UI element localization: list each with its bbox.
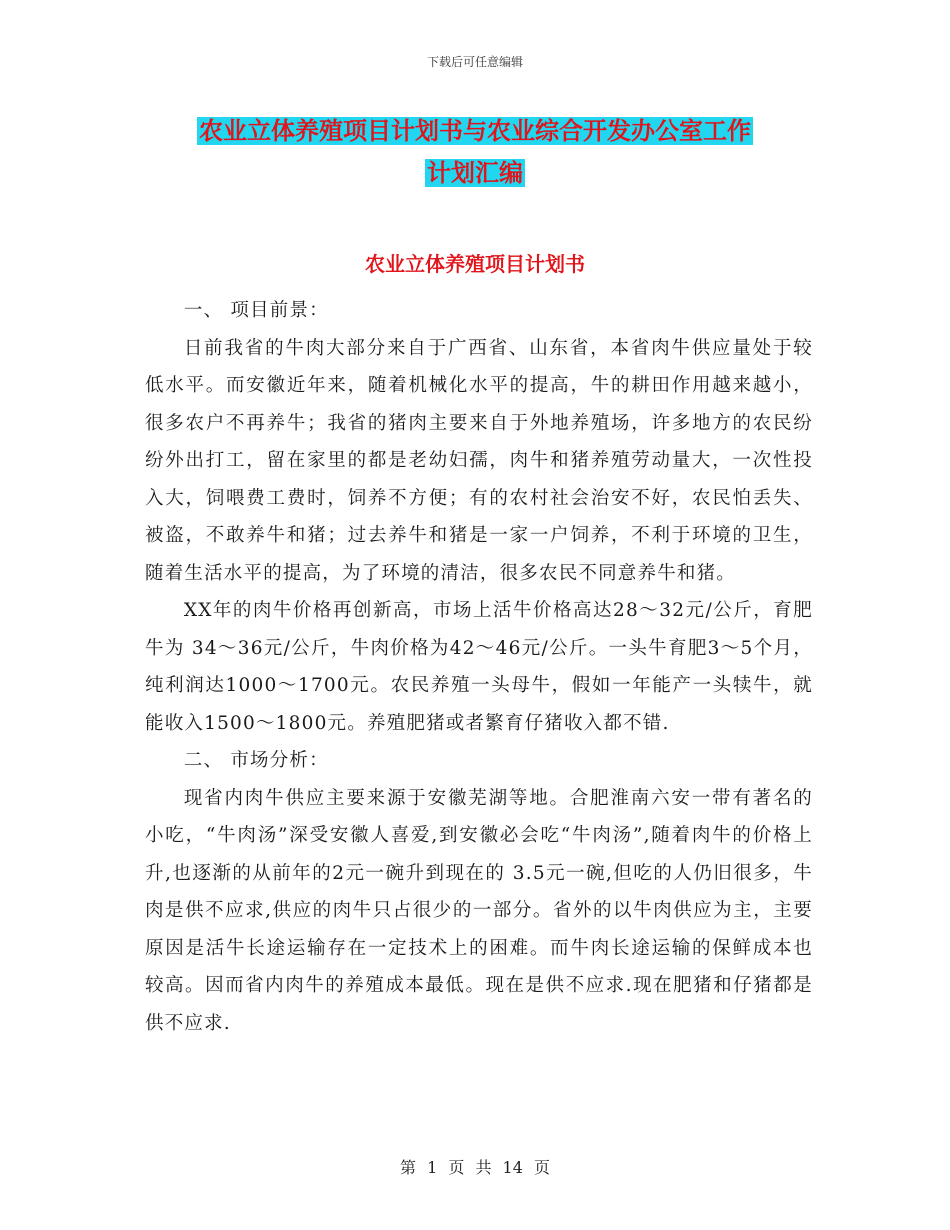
header-note: 下载后可任意编辑 <box>426 55 523 69</box>
document-title <box>0 110 950 194</box>
heading-project-prospect: 一、 项目前景： <box>183 300 329 321</box>
paragraph-3: 现省内肉牛供应主要来源于安徽芜湖等地。合肥淮南六安一带有著名的小吃，“牛肉汤”深受安徽人喜爱,到安徽必会吃“牛肉汤”,随着肉牛的价格上升,也逐渐的从前年的2元一碗升到现在的 3.5元一碗,但吃的人仍旧很多，牛肉是供不应求,供应的肉牛只占很少的一部分。省外的以牛肉供应为主，主要原因是活牛长途运输存在一定技术上的困难。而牛肉长途运输的保鲜成本也较高。因而省内肉牛的养殖成本最低。现在是供不应求.现在肥猪和仔猪都是供不应求. <box>145 787 813 1034</box>
paragraph-2: XX年的肉牛价格再创新高，市场上活牛价格高达28～32元/公斤，育肥牛为 34～36元/公斤，牛肉价格为42～46元/公斤。一头牛育肥3～5个月，纯利润达1000～1700元。农民养殖一头母牛，假如一年能产一头犊牛，就能收入1500～1800元。养殖肥猪或者繁育仔猪收入都不错. <box>145 600 813 734</box>
heading-market-analysis: 二、 市场分析： <box>183 750 329 771</box>
paragraph-1: 日前我省的牛肉大部分来自于广西省、山东省，本省肉牛供应量处于较低水平。而安徽近年来，随着机械化水平的提高，牛的耕田作用越来越小，很多农户不再养牛；我省的猪肉主要来自于外地养殖场，许多地方的农民纷纷外出打工，留在家里的都是老幼妇孺，肉牛和猪养殖劳动量大，一次性投入大，饲喂费工费时，饲养不方便；有的农村社会治安不好，农民怕丢失、被盗，不敢养牛和猪；过去养牛和猪是一家一户饲养，不利于环境的卫生，随着生活水平的提高，为了环境的清洁，很多农民不同意养牛和猪。 <box>145 337 813 584</box>
title-line-2: 计划汇编 <box>427 159 523 187</box>
document-body <box>145 292 813 1042</box>
page-footer: 第 1 页 共 14 页 <box>400 1158 550 1177</box>
title-line-1: 农业立体养殖项目计划书与农业综合开发办公室工作 <box>199 117 751 145</box>
section-title: 农业立体养殖项目计划书 <box>365 252 585 276</box>
